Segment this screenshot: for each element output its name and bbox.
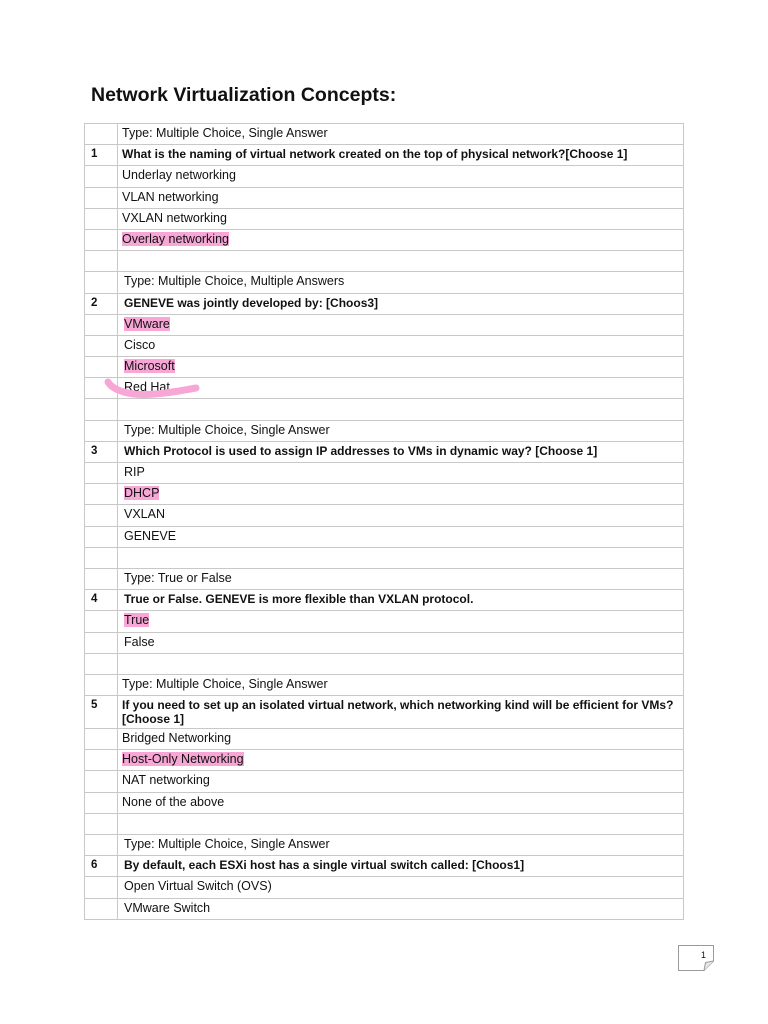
question-number: 3 — [85, 441, 118, 462]
question-number: 4 — [85, 590, 118, 611]
option-text: None of the above — [122, 794, 225, 809]
option-row — [85, 750, 684, 771]
option-row — [85, 526, 684, 547]
option-text: False — [124, 634, 155, 649]
question-type-row — [85, 420, 684, 441]
option-text: Open Virtual Switch (OVS) — [124, 879, 272, 894]
option-text: Cisco — [124, 337, 156, 352]
option-text: VLAN networking — [122, 189, 219, 204]
option-row — [85, 187, 684, 208]
option-row — [85, 632, 684, 653]
option-text: Underlay networking — [122, 168, 236, 183]
question-type-row — [85, 674, 684, 695]
question-row — [85, 145, 684, 166]
option-text: NAT networking — [122, 773, 210, 788]
option-row — [85, 898, 684, 919]
spacer-row — [85, 399, 684, 420]
highlighted-answer: DHCP — [124, 486, 160, 501]
option-row — [85, 314, 684, 335]
highlighted-answer: Overlay networking — [122, 231, 229, 246]
option-row — [85, 208, 684, 229]
option-text: RIP — [124, 465, 145, 479]
highlighted-answer: True — [124, 613, 150, 628]
page-number-badge — [678, 945, 714, 971]
option-row — [85, 611, 684, 632]
option-row — [85, 463, 684, 484]
option-text: GENEVE — [124, 528, 177, 543]
question-row — [85, 590, 684, 611]
option-row — [85, 771, 684, 792]
question-type-row — [85, 272, 684, 293]
question-text: By default, each ESXi host has a single virtual switch called: [Choos1] — [118, 856, 684, 877]
highlighted-answer: Host-Only Networking — [122, 752, 244, 767]
question-row — [85, 293, 684, 314]
spacer-row — [85, 653, 684, 674]
highlighted-answer: VMware — [124, 316, 170, 331]
option-text: VXLAN — [124, 507, 165, 522]
quiz-table — [84, 123, 684, 920]
option-row — [85, 505, 684, 526]
question-type-row — [85, 568, 684, 589]
question-type: Type: Multiple Choice, Single Answer — [118, 124, 684, 145]
spacer-row — [85, 813, 684, 834]
question-row — [85, 856, 684, 877]
folded-corner-icon — [678, 945, 714, 971]
question-number: 1 — [85, 145, 118, 166]
option-row — [85, 792, 684, 813]
option-row — [85, 484, 684, 505]
question-type: Type: Multiple Choice, Single Answer — [118, 674, 684, 695]
question-type: Type: Multiple Choice, Single Answer — [118, 420, 684, 441]
option-row — [85, 229, 684, 250]
question-text: True or False. GENEVE is more flexible than VXLAN protocol. — [118, 590, 684, 611]
spacer-row — [85, 547, 684, 568]
question-type: Type: Multiple Choice, Single Answer — [118, 835, 684, 856]
question-type: Type: True or False — [118, 568, 684, 589]
option-text: Bridged Networking — [122, 731, 232, 746]
option-row — [85, 877, 684, 898]
question-type-row — [85, 124, 684, 145]
option-row — [85, 357, 684, 378]
question-text: Which Protocol is used to assign IP addresses to VMs in dynamic way? [Choose 1] — [118, 441, 684, 462]
question-text: What is the naming of virtual network created on the top of physical network?[Choose 1] — [118, 145, 684, 166]
spacer-row — [85, 251, 684, 272]
highlighter-stroke — [104, 376, 200, 400]
option-text: Red Hat — [124, 380, 170, 395]
highlighted-answer: Microsoft — [124, 359, 175, 374]
option-row — [85, 729, 684, 750]
question-text: If you need to set up an isolated virtual network, which networking kind will be efficient for VMs?[Choose 1] — [118, 696, 684, 729]
question-row — [85, 696, 684, 729]
question-text: GENEVE was jointly developed by: [Choos3] — [118, 293, 684, 314]
page-title: Network Virtualization Concepts: — [91, 84, 397, 106]
question-number: 5 — [85, 696, 118, 729]
page-number: 1 — [700, 950, 706, 960]
option-text: VMware Switch — [124, 900, 211, 915]
option-row — [85, 166, 684, 187]
option-text: VXLAN networking — [122, 210, 227, 225]
question-number: 6 — [85, 856, 118, 877]
option-row — [85, 335, 684, 356]
question-type: Type: Multiple Choice, Multiple Answers — [118, 272, 684, 293]
question-number: 2 — [85, 293, 118, 314]
question-row — [85, 441, 684, 462]
question-type-row — [85, 835, 684, 856]
